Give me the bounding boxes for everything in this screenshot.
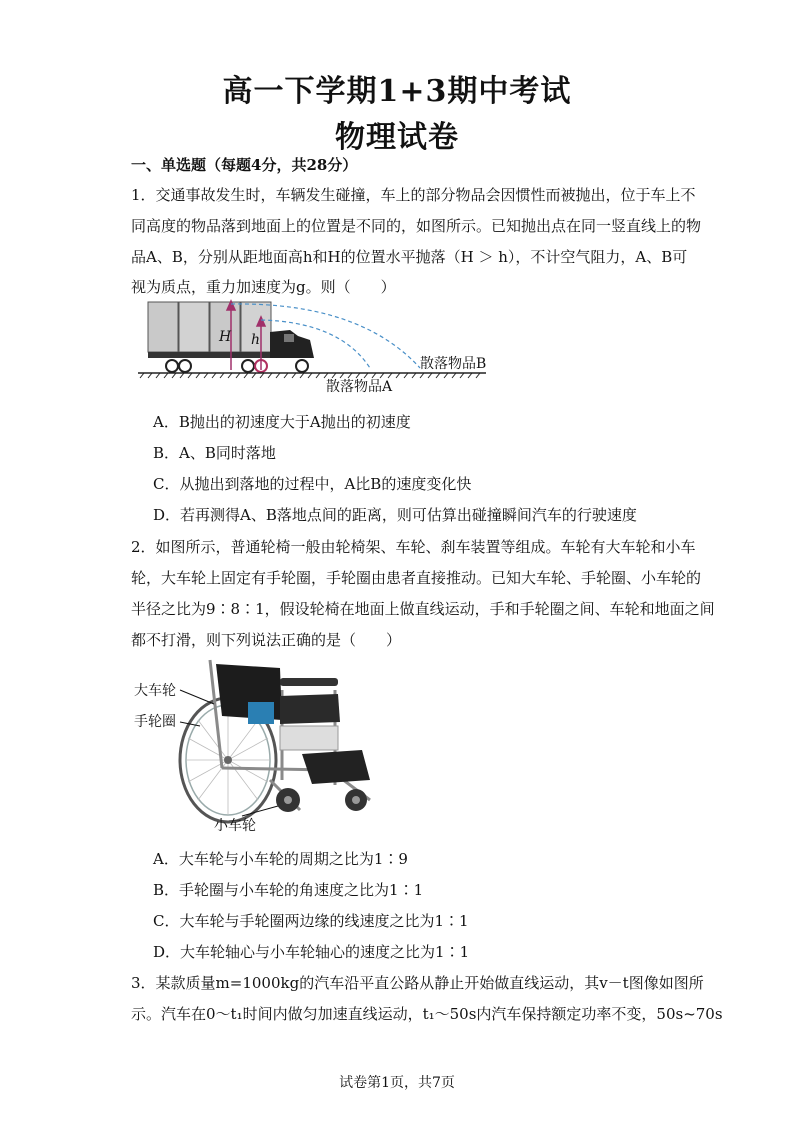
q2-option-c[interactable]: C．大车轮与手轮圈两边缘的线速度之比为1∶1 bbox=[153, 912, 469, 930]
truck-cab bbox=[270, 330, 314, 358]
q2-option-d[interactable]: D．大车轮轴心与小车轮轴心的速度之比为1∶1 bbox=[153, 943, 470, 961]
q3-line-1: 3．某款质量m=1000kg的汽车沿平直公路从静止开始做直线运动，其v－t图像如图所 bbox=[131, 974, 704, 992]
q2-line-3: 半径之比为9∶8∶1，假设轮椅在地面上做直线运动，手和手轮圈之间、车轮和地面之间 bbox=[131, 600, 715, 618]
armrest bbox=[280, 678, 338, 686]
q1-option-d[interactable]: D．若再测得A、B落地点间的距离，则可估算出碰撞瞬间汽车的行驶速度 bbox=[153, 506, 637, 524]
section-heading: 一、单选题（每题4分，共28分） bbox=[131, 156, 358, 174]
seat bbox=[280, 694, 340, 724]
q1-line-4: 视为质点，重力加速度为g。则（ ） bbox=[131, 278, 396, 296]
exam-title: 高一下学期1+3期中考试 bbox=[222, 74, 572, 109]
small-wheel bbox=[276, 788, 367, 812]
q2-option-a[interactable]: A．大车轮与小车轮的周期之比为1∶9 bbox=[153, 850, 408, 868]
q2-line-4: 都不打滑，则下列说法正确的是（ ） bbox=[131, 631, 402, 649]
label-item-B: 散落物品B bbox=[420, 356, 487, 372]
q1-line-2: 同高度的物品落到地面上的位置是不同的，如图所示。已知抛出点在同一竖直线上的物 bbox=[131, 217, 702, 235]
q1-line-3: 品A、B，分别从距地面高h和H的位置水平抛落（H ＞ h），不计空气阻力，A、B可 bbox=[131, 248, 688, 266]
label-hand-rim: 手轮圈 bbox=[134, 714, 176, 730]
commode-box bbox=[280, 726, 338, 750]
footrest bbox=[302, 750, 370, 784]
q1-option-c[interactable]: C．从抛出到落地的过程中，A比B的速度变化快 bbox=[153, 475, 472, 493]
q1-option-a[interactable]: A．B抛出的初速度大于A抛出的初速度 bbox=[153, 413, 411, 431]
label-h: h bbox=[251, 332, 261, 348]
label-item-A: 散落物品A bbox=[326, 379, 393, 395]
bag bbox=[248, 702, 274, 724]
q3-line-2: 示。汽车在0～t₁时间内做匀加速直线运动，t₁～50s内汽车保持额定功率不变，50s~70s bbox=[131, 1005, 723, 1023]
q2-line-1: 2．如图所示，普通轮椅一般由轮椅架、车轮、刹车装置等组成。车轮有大车轮和小车 bbox=[131, 538, 696, 556]
page-footer: 试卷第1页，共7页 bbox=[339, 1075, 455, 1091]
q2-line-2: 轮，大车轮上固定有手轮圈，手轮圈由患者直接推动。已知大车轮、手轮圈、小车轮的 bbox=[131, 569, 702, 587]
q1-option-b[interactable]: B．A、B同时落地 bbox=[153, 444, 276, 462]
q1-line-1: 1．交通事故发生时，车辆发生碰撞，车上的部分物品会因惯性而被抛出，位于车上不 bbox=[131, 186, 696, 204]
exam-subtitle: 物理试卷 bbox=[335, 120, 459, 155]
label-big-wheel: 大车轮 bbox=[134, 683, 176, 699]
truck-wheels bbox=[166, 360, 308, 372]
label-small-wheel: 小车轮 bbox=[214, 818, 256, 834]
q2-option-b[interactable]: B．手轮圈与小车轮的角速度之比为1∶1 bbox=[153, 881, 424, 899]
ground bbox=[138, 373, 486, 378]
truck-crash-figure bbox=[130, 296, 500, 396]
label-H: H bbox=[219, 329, 232, 345]
wheelchair-figure bbox=[130, 650, 400, 835]
